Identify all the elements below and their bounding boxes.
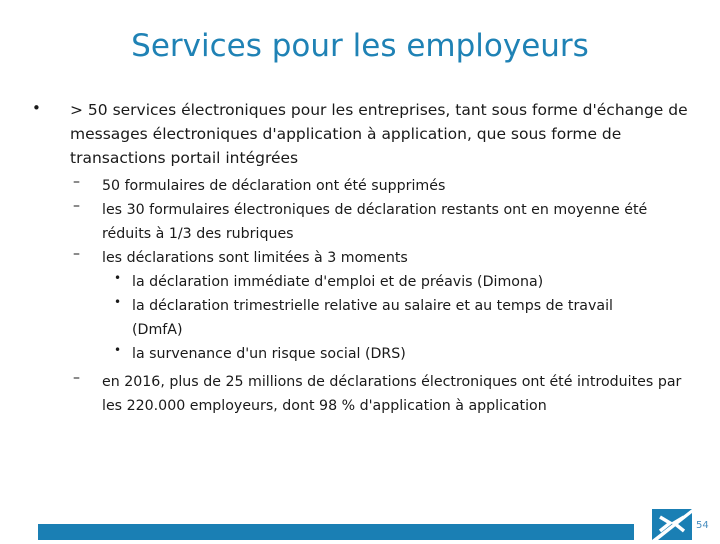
dash-marker: –: [73, 174, 80, 190]
footer-bar: [38, 524, 634, 540]
sub-sub-bullet-2: la déclaration trimestrielle relative au salaire et au temps de travail (DmfA): [132, 298, 613, 338]
sub-sub-bullet-marker: •: [114, 343, 122, 357]
bullet-main: > 50 services électroniques pour les entreprises, tant sous forme d'échange de messages électroniques d'application à application, que sous forme de transactions portail intégrées: [70, 101, 688, 167]
sub-bullet-1: 50 formulaires de déclaration ont été supprimés: [102, 178, 446, 194]
sub-sub-bullet-marker: •: [114, 295, 122, 309]
sub-bullet-4: en 2016, plus de 25 millions de déclarations électroniques ont été introduites par les 220.000 employeurs, dont 98 % d'application à application: [102, 374, 682, 414]
page-title: Services pour les employeurs: [131, 28, 589, 64]
sub-sub-bullet-marker: •: [114, 271, 122, 285]
sub-sub-bullet-3: la survenance d'un risque social (DRS): [132, 346, 406, 362]
sub-bullet-2: les 30 formulaires électroniques de déclaration restants ont en moyenne été réduits à 1/3 des rubriques: [102, 202, 648, 242]
dash-marker: –: [73, 246, 80, 262]
bullet-marker: •: [32, 99, 41, 117]
dash-marker: –: [73, 370, 80, 386]
dash-marker: –: [73, 198, 80, 214]
logo-icon: [652, 507, 692, 540]
sub-bullet-3: les déclarations sont limitées à 3 moments: [102, 250, 408, 266]
page-number: 54: [696, 520, 709, 531]
sub-sub-bullet-1: la déclaration immédiate d'emploi et de préavis (Dimona): [132, 274, 544, 290]
